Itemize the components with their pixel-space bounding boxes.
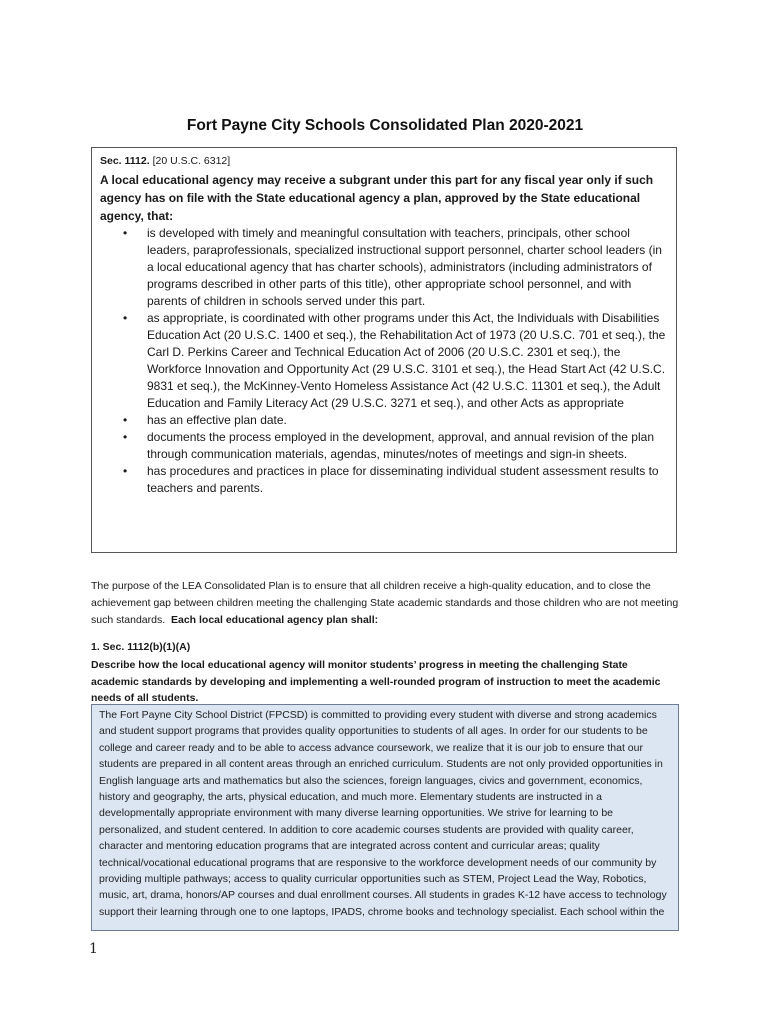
page-number: 1 [89,941,98,957]
response-box [91,704,679,931]
response-text: The Fort Payne City School District (FPCSD) is committed to providing every student with diverse and strong academics and student support programs that provides quality opportunities to students of all ages. In order for our students to be college and career ready and to be able to access advance coursework, we realize that it is our job to ensure that our students are prepared in all content areas through an enriched curriculum. Students are not only provided opportunities in English language arts and mathematics but also the sciences, foreign languages, civics and government, economics, history and geography, the arts, physical education, and much more. Elementary students are instructed in a developmentally appropriate environment with many diverse learning opportunities. We strive for learning to be personalized, and student centered. In addition to core academic courses students are provided with quality career, character and mentoring education programs that are integrated across content and curricular areas; quality technical/vocational educational programs that are responsive to the workforce development needs of our community by providing multiple pathways; access to quality curricular opportunities such as STEM, Project Lead the Way, Robotics, music, art, drama, honors/AP courses and dual enrollment courses. All students in grades K-12 have access to technology support their learning through one to one laptops, IPADS, chrome books and technology specialist. Each school within the [99,709,667,918]
purpose-paragraph [91,578,691,629]
section-ref: Sec. 1112. [100,155,150,167]
document-title: Fort Payne City Schools Consolidated Plan 2020-2021 [186,117,584,134]
list-item [100,429,668,463]
question-number: 1. Sec. 1112(b)(1)(A) [91,641,191,653]
bullet-icon: • [123,413,128,427]
bullet-icon: • [123,430,128,444]
purpose-emphasis: Each local educational agency plan shall: [170,614,379,626]
requirement-list [100,225,668,497]
section-reference [100,154,668,168]
list-item [100,225,668,310]
list-item [100,463,668,497]
requirement-intro: A local educational agency may receive a subgrant under this part for any fiscal year only if such agency has on file with the State educational agency a plan, approved by the State educational agency, that: [100,173,654,223]
list-item-text: is developed with timely and meaningful consultation with teachers, principals, other school leaders, paraprofessionals, specialized instructional support personnel, charter school leaders (in a local educational agency that has charter schools), administrators (including administrators of programs described in other parts of this title), other appropriate school personnel, and with parents of children in schools served under this part. [147,226,662,308]
requirement-box [91,147,677,553]
list-item-text: has procedures and practices in place for disseminating individual student assessment results to teachers and parents. [147,464,659,495]
purpose-text: The purpose of the LEA Consolidated Plan is to ensure that all children receive a high-quality education, and to close the achievement gap between children meeting the challenging State academic standards and those children who are not meeting such standards. [91,580,679,626]
list-item-text: documents the process employed in the development, approval, and annual revision of the plan through communication materials, agendas, minutes/notes of meetings and sign-in sheets. [147,430,654,461]
list-item [100,412,668,429]
bullet-icon: • [123,226,128,240]
question-prompt: Describe how the local educational agency will monitor students’ progress in meeting the challenging State academic standards by developing and implementing a well-rounded program of instruction to meet the academic needs of all students. [91,659,661,704]
bullet-icon: • [123,311,128,325]
section-cite: [20 U.S.C. 6312] [152,155,231,167]
bullet-icon: • [123,464,128,478]
list-item-text: has an effective plan date. [147,413,287,427]
list-item [100,310,668,412]
list-item-text: as appropriate, is coordinated with other programs under this Act, the Individuals with Disabilities Education Act (20 U.S.C. 1400 et seq.), the Rehabilitation Act of 1973 (20 U.S.C. 701 et seq.), the Carl D. Perkins Career and Technical Education Act of 2006 (20 U.S.C. 2301 et seq.), the Workforce Innovation and Opportunity Act (29 U.S.C. 3101 et seq.), the Head Start Act (42 U.S.C. 9831 et seq.), the McKinney-Vento Homeless Assistance Act (42 U.S.C. 11301 et seq.), the Adult Education and Family Literacy Act (29 U.S.C. 3271 et seq.), and other Acts as appropriate [147,311,666,410]
